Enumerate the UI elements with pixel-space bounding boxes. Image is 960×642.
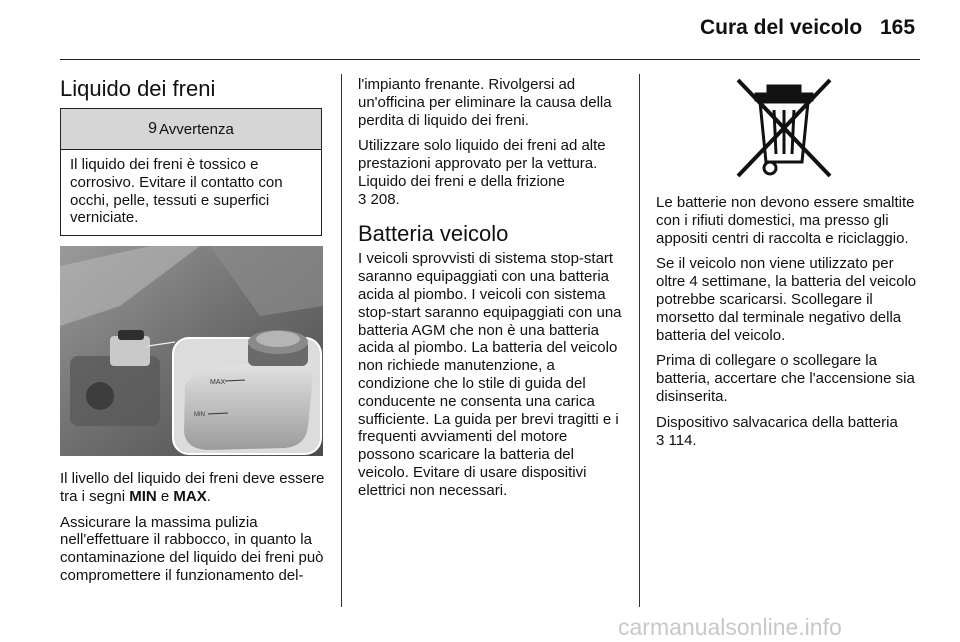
column-1-text (60, 470, 328, 593)
reservoir-max-mark: MAX (210, 379, 226, 386)
section-title-battery: Batteria veicolo (358, 220, 509, 246)
column-2-text (358, 76, 626, 508)
header-rule (60, 59, 920, 60)
fluid-paragraph: Utilizzare solo liquido dei freni ad alte prestazioni approvato per la vettura. (358, 137, 606, 173)
page-number: 165 (880, 16, 916, 39)
cleanliness-paragraph: Assicurare la massima pulizia nell'effettuare il rabbocco, in quanto la contaminazione del liquido dei freni può compromettere il funzionamento del- (60, 513, 324, 584)
reservoir-min-mark: MIN (194, 412, 205, 418)
fluid-reference-label: Liquido dei freni e della frizione (358, 172, 565, 190)
level-paragraph (60, 470, 328, 506)
ignition-paragraph: Prima di collegare o scollegare la batteria, accertare che l'accensione sia disinserita. (656, 352, 915, 405)
battery-paragraph: I veicoli sprovvisti di sistema stop-start saranno equipaggiati con una batteria acida al piombo. I veicoli con sistema stop-start saranno equipaggiati con una batteria AGM che non è una batteria acida al piombo. La batteria del veicolo non richiede manutenzione, a condizione che lo stile di guida del conducente ne consenta una carica sufficiente. La guida per brevi tragitti e i frequenti avviamenti del motore possono scaricare la batteria del veicolo. Evitare di usare dispositivi elettrici non necessari. (358, 250, 622, 499)
battery-saver-label: Dispositivo salvacarica della batteria (656, 413, 898, 431)
battery-saver-reference (656, 414, 926, 450)
column-divider-1 (341, 74, 342, 607)
battery-saver-link[interactable]: 114. (668, 431, 697, 449)
min-mark: MIN (129, 487, 157, 505)
disconnect-paragraph: Se il veicolo non viene utilizzato per oltre 4 settimane, la batteria del veicolo potrebbe scaricarsi. Scollegare il morsetto dal terminale negativo della batteria del veicolo. (656, 255, 917, 344)
page-ref-icon: 3 (358, 190, 367, 208)
level-and: e (156, 487, 174, 505)
warning-text: Il liquido dei freni è tossico e corrosivo. Evitare il contatto con occhi, pelle, tessuti e superfici verniciate. (70, 156, 283, 227)
column-divider-2 (639, 74, 640, 607)
max-mark: MAX (173, 487, 207, 505)
warning-title: Avvertenza (159, 120, 234, 138)
warning-header (61, 109, 321, 150)
section-title-brake-fluid: Liquido dei freni (60, 76, 216, 101)
level-end: . (206, 487, 211, 505)
warning-box (60, 108, 322, 236)
warning-triangle-icon: 9 (148, 120, 158, 137)
brake-fluid-reservoir-photo (60, 246, 323, 456)
running-header-title: Cura del veicolo (700, 16, 863, 39)
page-ref-icon: 3 (656, 431, 665, 449)
watermark: carmanualsonline.info (618, 614, 842, 640)
level-text: Il livello del liquido dei freni deve essere tra i segni (60, 470, 325, 505)
fluid-reference (358, 173, 626, 209)
crossed-out-wheelie-bin-icon (732, 76, 836, 182)
disposal-paragraph: Le batterie non devono essere smaltite con i rifiuti domestici, ma presso gli appositi centri di raccolta e riciclaggio. (656, 194, 915, 247)
continuation-paragraph: l'impianto frenante. Rivolgersi ad un'officina per eliminare la causa della perdita di liquido dei freni. (358, 76, 612, 129)
fluid-reference-link[interactable]: 208. (370, 190, 400, 208)
column-3-text (656, 194, 926, 457)
